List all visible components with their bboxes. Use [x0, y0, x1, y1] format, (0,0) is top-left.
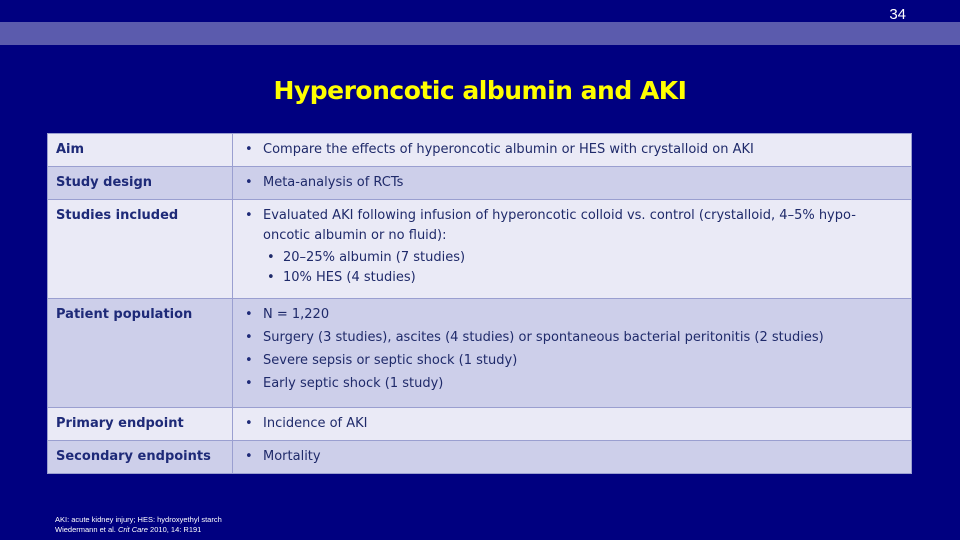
footnote-reference: [55, 525, 222, 535]
reference-authors: Wiedermann et al.: [55, 525, 118, 534]
table-row-studies-included: [48, 200, 912, 299]
row-label: Study design: [48, 167, 233, 200]
bullet-item: • Early septic shock (1 study): [241, 374, 903, 394]
row-content: [233, 134, 912, 167]
row-label: Studies included: [48, 200, 233, 299]
bullet-text: Evaluated AKI following infusion of hyperoncotic colloid vs. control (crystalloid, 4–5% hypo-oncotic albumin or no fluid):: [263, 208, 856, 243]
bullet-item: • N = 1,220: [241, 305, 903, 325]
footnote: [55, 515, 222, 535]
row-content: [233, 408, 912, 441]
table-row-primary-endpoint: [48, 408, 912, 441]
bullet-item: • Surgery (3 studies), ascites (4 studies) or spontaneous bacterial peritonitis (2 studies): [241, 328, 903, 348]
reference-details: 2010, 14: R191: [147, 525, 202, 534]
table-row-secondary-endpoints: [48, 441, 912, 474]
bullet-item: • Mortality: [241, 447, 903, 467]
row-label: Primary endpoint: [48, 408, 233, 441]
table-row-patient-population: [48, 299, 912, 408]
table-row-aim: [48, 134, 912, 167]
header-band: [0, 22, 960, 45]
row-content: [233, 441, 912, 474]
bullet-item: • Compare the effects of hyperoncotic albumin or HES with crystalloid on AKI: [241, 140, 903, 160]
row-content: [233, 299, 912, 408]
row-label: Aim: [48, 134, 233, 167]
row-label: Secondary endpoints: [48, 441, 233, 474]
table-row-study-design: [48, 167, 912, 200]
sub-bullet-list: [263, 248, 903, 288]
reference-journal: Crit Care: [117, 525, 148, 534]
bullet-item: • Meta-analysis of RCTs: [241, 173, 903, 193]
sub-bullet-item: • 20–25% albumin (7 studies): [263, 248, 903, 268]
bullet-item: • Incidence of AKI: [241, 414, 903, 434]
bullet-item: • Severe sepsis or septic shock (1 study): [241, 351, 903, 371]
sub-bullet-item: • 10% HES (4 studies): [263, 268, 903, 288]
footnote-abbreviations: AKI: acute kidney injury; HES: hydroxyethyl starch: [55, 515, 222, 524]
row-content: [233, 200, 912, 299]
bullet-item: [241, 206, 903, 288]
row-label: Patient population: [48, 299, 233, 408]
study-summary-table: [47, 133, 912, 474]
row-content: [233, 167, 912, 200]
slide-title: Hyperoncotic albumin and AKI: [273, 76, 687, 105]
slide-number: 34: [889, 6, 906, 23]
